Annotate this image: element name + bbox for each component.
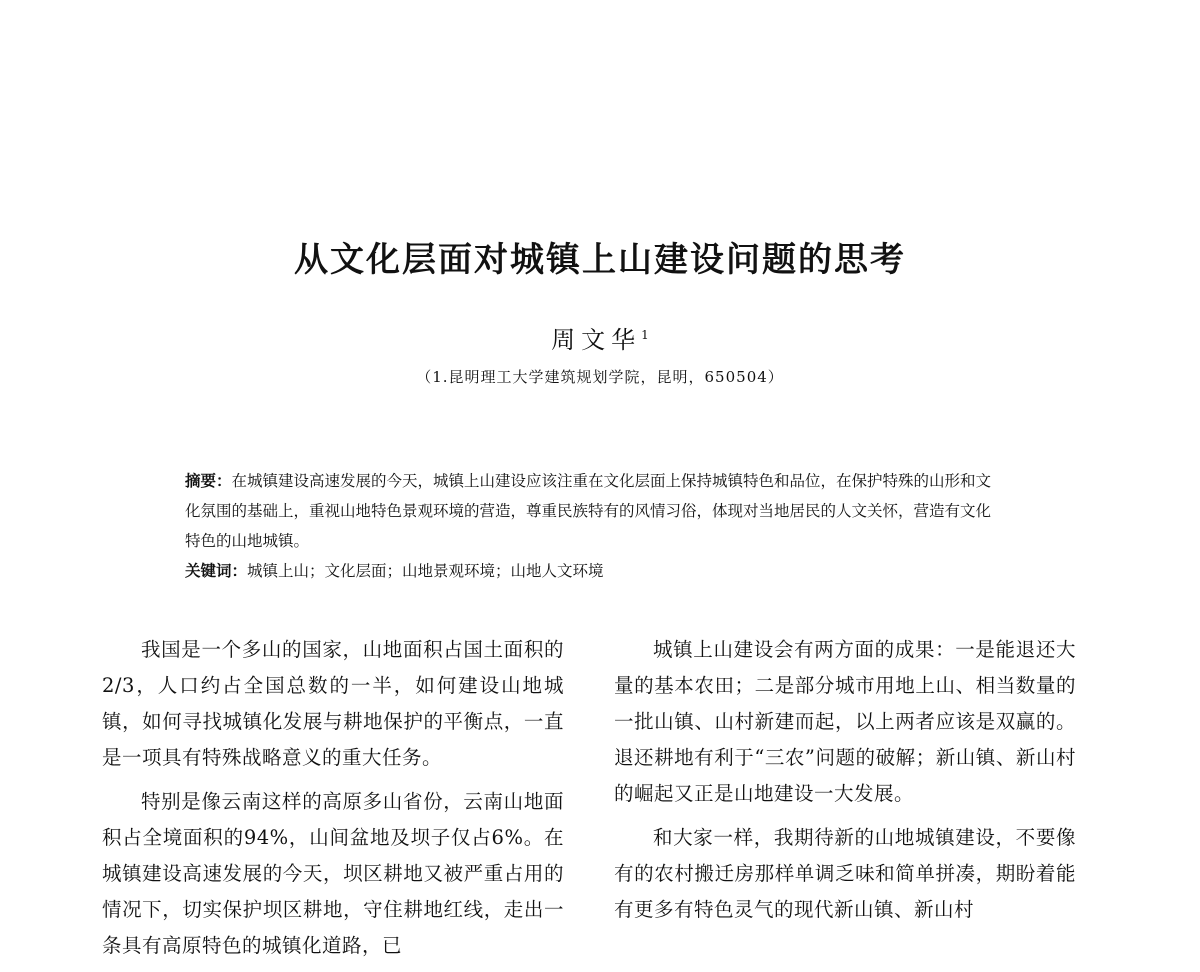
- keywords-label: 关键词：: [185, 562, 248, 580]
- body-paragraph: 和大家一样，我期待新的山地城镇建设，不要像有的农村搬迁房那样单调乏味和简单拼凑，期盼着能有更多有特色灵气的现代新山镇、新山村: [614, 826, 1076, 921]
- body-paragraph: 特别是像云南这样的高原多山省份，云南山地面积占全境面积的94%，山间盆地及坝子仅占6%。在城镇建设高速发展的今天，坝区耕地又被严重占用的情况下，切实保护坝区耕地，守住耕地红线，走出一条具有高原特色的城镇化道路，已: [102, 790, 564, 957]
- abstract-paragraph: [185, 466, 995, 556]
- author-name: 周文华: [551, 326, 642, 354]
- author-superscript: 1: [641, 328, 649, 342]
- body-paragraph: 城镇上山建设会有两方面的成果：一是能退还大量的基本农田；二是部分城市用地上山、相当数量的一批山镇、山村新建而起，以上两者应该是双赢的。退还耕地有利于“三农”问题的破解；新山镇、新山村的崛起又正是山地建设一大发展。: [614, 638, 1076, 805]
- author-line: [0, 320, 1200, 355]
- abstract-label: 摘要：: [185, 472, 232, 490]
- abstract-block: [185, 466, 995, 586]
- body-left-column: [102, 632, 564, 972]
- paper-title: 从文化层面对城镇上山建设问题的思考: [294, 240, 906, 280]
- author-affiliation: （1.昆明理工大学建筑规划学院，昆明，650504）: [416, 368, 784, 386]
- keywords-text: 城镇上山；文化层面；山地景观环境；山地人文环境: [247, 562, 604, 580]
- body-right-column: [614, 632, 1076, 936]
- body-paragraph: 我国是一个多山的国家，山地面积占国土面积的2/3，人口约占全国总数的一半，如何建设山地城镇，如何寻找城镇化发展与耕地保护的平衡点，一直是一项具有特殊战略意义的重大任务。: [102, 638, 564, 769]
- abstract-text: 在城镇建设高速发展的今天，城镇上山建设应该注重在文化层面上保持城镇特色和品位，在保护特殊的山形和文化氛围的基础上，重视山地特色景观环境的营造，尊重民族特有的风情习俗，体现对当地居民的人文关怀，营造有文化特色的山地城镇。: [185, 472, 992, 550]
- keywords-paragraph: [185, 556, 995, 586]
